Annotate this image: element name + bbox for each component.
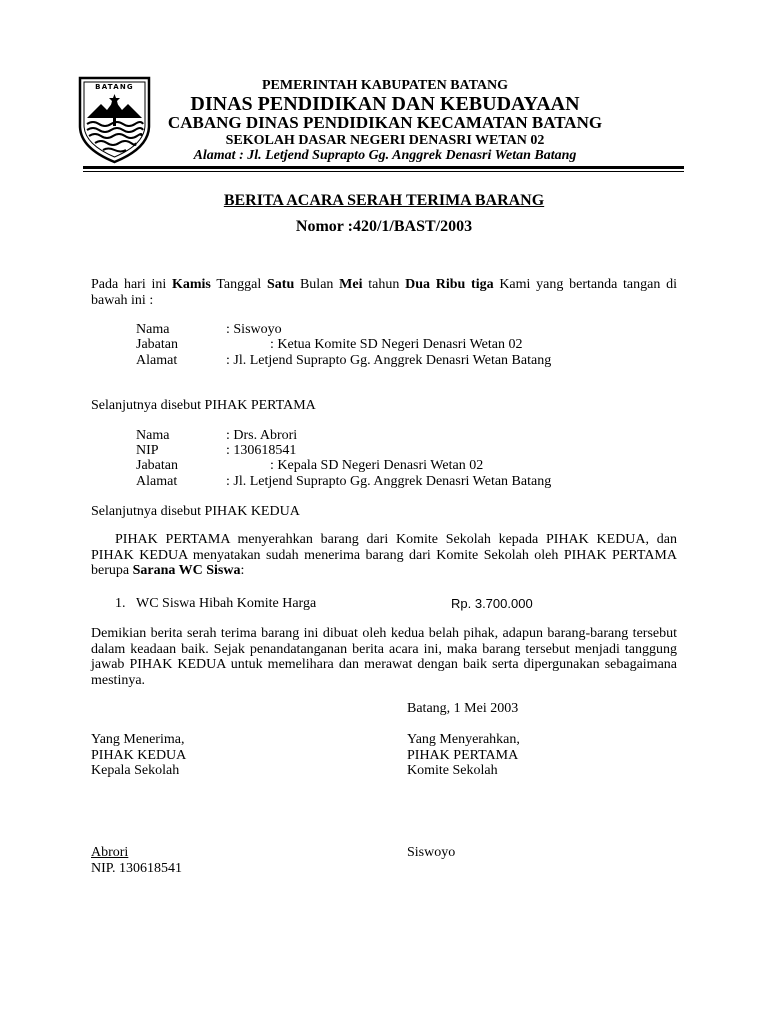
- second-party-position-value: : Kepala SD Negeri Denasri Wetan 02: [270, 458, 484, 473]
- receiver-title: Kepala Sekolah: [91, 763, 180, 778]
- giver-line1: Yang Menyerahkan,: [407, 732, 520, 747]
- handover-paragraph: PIHAK PERTAMA menyerahkan barang dari Komite Sekolah kepada PIHAK KEDUA, dan PIHAK KEDUA menyatakan sudah menerima barang dari Komite Sekolah oleh PIHAK PERTAMA berupa Sarana WC Siswa:: [91, 532, 677, 578]
- giver-party: PIHAK PERTAMA: [407, 748, 519, 763]
- first-party-name-value: : Siswoyo: [226, 322, 282, 337]
- second-party-position-label: Jabatan: [136, 458, 178, 473]
- first-party-name-label: Nama: [136, 322, 170, 337]
- first-party-address-label: Alamat: [136, 353, 178, 368]
- letterhead-branch: CABANG DINAS PENDIDIKAN KECAMATAN BATANG: [167, 113, 603, 132]
- logo-text: BATANG: [95, 83, 134, 91]
- second-party-nip-label: NIP: [136, 443, 159, 458]
- receiver-nip: NIP. 130618541: [91, 861, 183, 876]
- second-party-address-value: : Jl. Letjend Suprapto Gg. Anggrek Denasri Wetan Batang: [226, 474, 552, 489]
- second-party-name-value: : Drs. Abrori: [226, 428, 298, 443]
- letterhead-agency: DINAS PENDIDIKAN DAN KEBUDAYAAN: [190, 93, 580, 115]
- item-description: WC Siswa Hibah Komite Harga: [136, 596, 317, 611]
- giver-signature-name: Siswoyo: [407, 845, 456, 860]
- document-title: BERITA ACARA SERAH TERIMA BARANG: [223, 192, 545, 209]
- giver-title: Komite Sekolah: [407, 763, 498, 778]
- first-party-position-label: Jabatan: [136, 337, 178, 352]
- place-date: Batang, 1 Mei 2003: [407, 701, 519, 716]
- first-party-position-value: : Ketua Komite SD Negeri Denasri Wetan 02: [270, 337, 523, 352]
- batang-regency-emblem-icon: [77, 76, 152, 164]
- receiver-line1: Yang Menerima,: [91, 732, 185, 747]
- item-number: 1.: [115, 596, 126, 611]
- item-price: Rp. 3.700.000: [451, 596, 533, 611]
- closing-paragraph: Demikian berita serah terima barang ini dibuat oleh kedua belah pihak, adapun barang-barang tersebut dalam keadaan baik. Sejak penandatanganan berita acara ini, maka barang tersebut menjadi tanggung jawab PIHAK KEDUA untuk memelihara dan merawat dengan baik serta dipergunakan sebagaimana mestinya.: [91, 626, 677, 688]
- letterhead-government: PEMERINTAH KABUPATEN BATANG: [261, 78, 509, 93]
- second-party-name-label: Nama: [136, 428, 170, 443]
- letterhead-divider-thick: [83, 166, 684, 169]
- receiver-signature-name: Abrori: [91, 845, 129, 860]
- second-party-address-label: Alamat: [136, 474, 178, 489]
- second-party-nip-value: : 130618541: [226, 443, 297, 458]
- first-party-designation: Selanjutnya disebut PIHAK PERTAMA: [91, 398, 316, 413]
- document-number: Nomor :420/1/BAST/2003: [295, 218, 473, 235]
- intro-paragraph: Pada hari ini Kamis Tanggal Satu Bulan Mei tahun Dua Ribu tiga Kami yang bertanda tangan di bawah ini :: [91, 277, 677, 308]
- letterhead-address: Alamat : Jl. Letjend Suprapto Gg. Anggrek Denasri Wetan Batang: [193, 148, 577, 163]
- receiver-party: PIHAK KEDUA: [91, 748, 187, 763]
- letterhead-school: SEKOLAH DASAR NEGERI DENASRI WETAN 02: [225, 133, 545, 148]
- second-party-designation: Selanjutnya disebut PIHAK KEDUA: [91, 504, 300, 519]
- letterhead-divider-thin: [83, 171, 684, 172]
- first-party-address-value: : Jl. Letjend Suprapto Gg. Anggrek Denasri Wetan Batang: [226, 353, 552, 368]
